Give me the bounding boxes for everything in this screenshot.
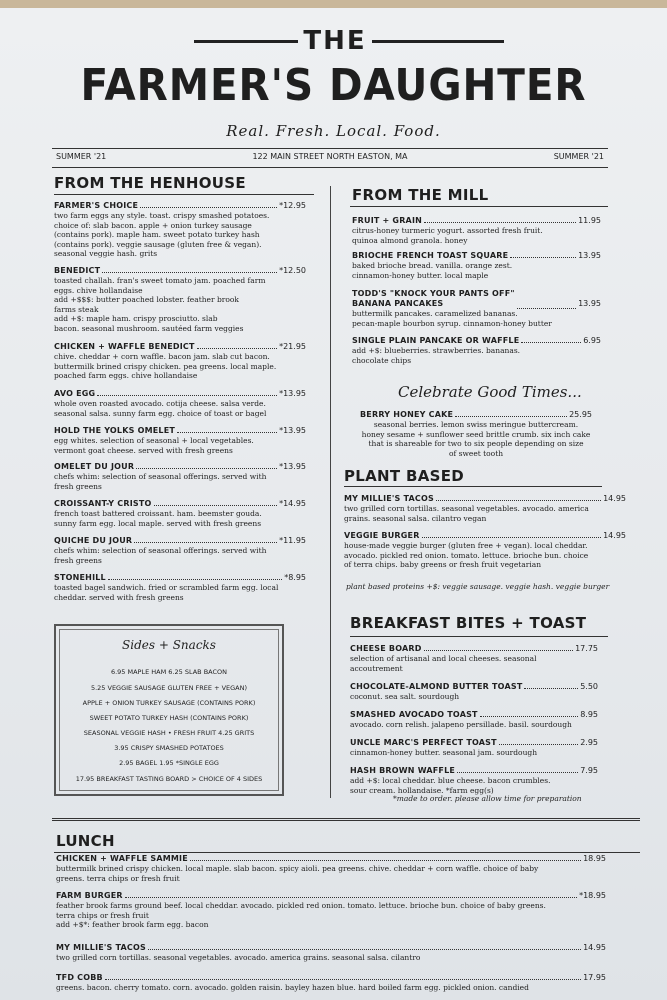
menu-item [54,266,306,333]
menu-item-name: MY MILLIE'S TACOS [56,943,146,952]
menu-item-price: 13.95 [578,299,601,308]
menu-item-price: 8.95 [580,710,598,719]
menu-item-description: greens. bacon. cherry tomato. corn. avocado. golden raisin. bayley hazen blue. hard boiled farm egg. pickled onion. candied [56,983,529,992]
menu-item-name: FARMER'S CHOICE [54,201,139,210]
menu-item-price: 14.95 [603,531,626,540]
sides-line: SEASONAL VEGGIE HASH • FRESH FRUIT 4.25 GRITS [83,729,255,737]
menu-item [360,410,592,458]
leader-dots [499,738,578,745]
menu-item-price: *21.95 [279,342,306,351]
menu-item-price: 6.95 [583,336,601,345]
menu-item-price: 14.95 [603,494,626,503]
menu-item-description: french toast battered croissant. ham. beemster gouda. sunny farm egg. local maple. served with fresh greens [54,509,262,528]
menu-item-head [350,738,598,748]
menu-item-description: two farm eggs any style. toast. crispy smashed potatoes. choice of: slab bacon. apple + onion turkey sausage (contains pork). maple ham. sweet potato turkey hash (contains pork). veggie sausage (gluten free & vegan). seasonal veggie hash. grits [54,211,270,258]
sides-line: 17.95 BREAKFAST TASTING BOARD > CHOICE OF 4 SIDES [75,775,263,783]
menu-item-head [56,854,606,864]
leader-dots [521,336,581,343]
menu-item [56,854,606,883]
leader-dots [422,531,602,538]
menu-item [56,891,606,930]
menu-item-name: MY MILLIE'S TACOS [344,494,434,503]
menu-item-head [350,644,598,654]
tagline: Real. Fresh. Local. Food. [226,122,441,140]
leader-dots [105,973,581,980]
leader-dots [108,573,282,580]
menu-item-head [56,973,606,983]
sides-inner-frame [59,629,279,791]
menu-item-name: STONEHILL [54,573,106,582]
menu-item-description: citrus-honey turmeric yogurt. assorted fresh fruit. quinoa almond granola. honey [352,226,543,245]
menu-item-head [350,766,598,776]
menu-item-name: CHOCOLATE-ALMOND BUTTER TOAST [350,682,523,691]
sides-line: 3.95 CRISPY SMASHED POTATOES [114,744,224,752]
column-divider [330,186,331,798]
menu-item-description: cinnamon-honey butter. seasonal jam. sourdough [350,748,538,757]
sides-line: 2.95 BAGEL 1.95 *SINGLE EGG [119,759,219,767]
sides-title: Sides + Snacks [122,638,216,652]
menu-item-price: 7.95 [580,766,598,775]
bites-note: *made to order. please allow time for preparation [393,794,582,803]
menu-item-head [350,682,598,692]
menu-item-description: two grilled corn tortillas. seasonal vegetables. avocado. america grains. seasonal salsa. cilantro vegan [344,504,589,523]
menu-item-price: *12.95 [279,201,306,210]
menu-item-name: BERRY HONEY CAKE [360,410,454,419]
menu-item-price: 11.95 [578,216,601,225]
menu-item-description: chive. cheddar + corn waffle. bacon jam. slab cut bacon. buttermilk brined crispy chicken. pea greens. local maple. poached farm eggs. chive hollandaise [54,352,277,380]
sides-line: SWEET POTATO TURKEY HASH (CONTAINS PORK) [89,714,249,722]
header-rule-left [194,40,298,43]
menu-item-name: AVO EGG [54,389,96,398]
sides-line: 5.25 VEGGIE SAUSAGE GLUTEN FREE + VEGAN) [90,684,248,692]
menu-item [350,710,598,730]
season-left: SUMMER '21 [56,152,107,161]
menu-item-description: buttermilk pancakes. caramelized bananas. pecan-maple bourbon syrup. cinnamon-honey butter [352,309,552,328]
menu-item-price: 18.95 [583,854,606,863]
menu-item [352,216,601,245]
header-rule-right [372,40,504,43]
lunch-rule [54,852,640,853]
sides-box [54,624,284,796]
header-the: THE [303,26,367,56]
leader-dots [154,499,278,506]
menu-item-description: baked brioche bread. vanilla. orange zest. cinnamon-honey butter. local maple [352,261,513,280]
menu-item [54,201,306,259]
menu-item-description: chefs whim: selection of seasonal offerings. served with fresh greens [54,546,267,565]
menu-item-price: 14.95 [583,943,606,952]
menu-item-head [352,336,601,346]
header-the-row [0,26,667,56]
leader-dots [97,389,277,396]
lunch-top-rule [52,818,640,821]
menu-item-head [54,499,306,509]
menu-item-head [360,410,592,420]
menu-item [344,531,626,570]
menu-item-name: OMELET DU JOUR [54,462,135,471]
leader-dots [436,494,601,501]
menu-item-price: *13.95 [279,426,306,435]
plant-title: PLANT BASED [344,467,465,485]
plant-rule [344,486,602,487]
menu-item-description: avocado. corn relish. jalapeno persillade. basil. sourdough [350,720,572,729]
menu-item-price: *12.50 [279,266,306,275]
henhouse-title: FROM THE HENHOUSE [54,174,246,192]
menu-item [54,573,306,602]
menu-item-description: chefs whim: selection of seasonal offerings. served with fresh greens [54,472,267,491]
menu-item [56,943,606,963]
menu-item-description: buttermilk brined crispy chicken. local maple. slab bacon. spicy aioli. pea greens. chive. cheddar + corn waffle. choice of baby greens. terra chips or fresh fruit [56,864,539,883]
leader-dots [424,216,576,223]
menu-item [350,682,598,702]
menu-item-price: 17.95 [583,973,606,982]
menu-item [54,389,306,418]
menu-item [54,499,306,528]
menu-item-price: *8.95 [284,573,306,582]
menu-item-name: CROISSANT-Y CRISTO [54,499,152,508]
menu-item [350,766,598,795]
leader-dots [480,710,578,717]
henhouse-rule [54,194,314,195]
menu-item-head [54,426,306,436]
menu-item-description: house-made veggie burger (gluten free + vegan). local cheddar. avocado. pickled red onion. tomato. lettuce. brioche bun. choice of terra chips. baby greens or fresh fruit vegetarian [344,541,589,569]
menu-item [350,644,598,673]
sides-line: 6.95 MAPLE HAM 6.25 SLAB BACON [110,668,228,676]
sides-line: APPLE + ONION TURKEY SAUSAGE (CONTAINS PORK) [82,699,256,707]
menu-item-head [350,710,598,720]
menu-item-name: CHICKEN + WAFFLE SAMMIE [56,854,188,863]
menu-item-name: CHICKEN + WAFFLE BENEDICT [54,342,195,351]
menu-item-head [352,216,601,226]
menu-item-description: add +$: local cheddar. blue cheese. bacon crumbles. sour cream. hollandaise. *farm egg(s) [350,776,551,795]
menu-item-head [344,531,626,541]
menu-item-head [344,494,626,504]
menu-item-head [54,573,306,583]
menu-item-description: seasonal berries. lemon swiss meringue buttercream. honey sesame + sunflower seed brittle crumb. six inch cake that is shareable for two to six people depending on size of sweet tooth [361,420,591,458]
leader-dots [190,854,581,861]
menu-item-price: *13.95 [279,389,306,398]
menu-item [352,251,601,280]
leader-dots [455,410,567,417]
menu-item-description: coconut. sea salt. sourdough [350,692,460,701]
menu-item-head [56,891,606,901]
menu-item-name: HOLD THE YOLKS OMELET [54,426,176,435]
menu-item-price: *13.95 [279,462,306,471]
leader-dots [102,266,277,273]
menu-item [352,336,601,365]
menu-item-head [54,342,306,352]
menu-item [56,973,606,993]
menu-item [54,342,306,381]
menu-item-name: VEGGIE BURGER [344,531,420,540]
menu-item-head [54,462,306,472]
lunch-title: LUNCH [56,832,115,850]
leader-dots [510,251,576,258]
menu-item-name: TODD'S "KNOCK YOUR PANTS OFF" BANANA PANCAKES [352,289,515,308]
leader-dots [177,426,277,433]
menu-item-description: egg whites. selection of seasonal + local vegetables. vermont goat cheese. served with fresh greens [54,436,254,455]
menu-item-price: 5.50 [580,682,598,691]
leader-dots [517,302,576,309]
menu-item-description: add +$: blueberries. strawberries. bananas. chocolate chips [352,346,521,365]
menu-item-price: *14.95 [279,499,306,508]
bites-title: BREAKFAST BITES + TOAST [350,614,587,632]
address: 122 MAIN STREET NORTH EASTON, MA [252,152,408,161]
restaurant-name: FARMER'S DAUGHTER [80,60,587,111]
menu-item-name: SINGLE PLAIN PANCAKE OR WAFFLE [352,336,520,345]
leader-dots [148,943,581,950]
menu-item-price: 2.95 [580,738,598,747]
menu-item-name: TFD COBB [56,973,103,982]
menu-item-price: 13.95 [578,251,601,260]
leader-dots [134,536,277,543]
menu-item-name: QUICHE DU JOUR [54,536,133,545]
menu-item-name: SMASHED AVOCADO TOAST [350,710,478,719]
leader-dots [524,682,578,689]
menu-item-name: BENEDICT [54,266,101,275]
leader-dots [197,342,277,349]
menu-item-head [54,389,306,399]
menu-item-description: selection of artisanal and local cheeses. seasonal accoutrement [350,654,537,673]
menu-item-name: FARM BURGER [56,891,123,900]
plant-note: plant based proteins +$: veggie sausage. veggie hash. veggie burger [346,582,610,591]
leader-dots [140,201,277,208]
menu-item [352,289,601,328]
menu-item-price: *11.95 [279,536,306,545]
menu-item-description: toasted challah. fran's sweet tomato jam. poached farm eggs. chive hollandaise add +$$$: butter poached lobster. feather brook farms steak add +$: maple ham. crispy prosciutto. slab bacon. seasonal mushroom. sautéed farm veggies [54,276,266,333]
menu-item-name: HASH BROWN WAFFLE [350,766,456,775]
menu-item-description: toasted bagel sandwich. fried or scrambled farm egg. local cheddar. served with fresh greens [54,583,279,602]
menu-item-name: BRIOCHE FRENCH TOAST SQUARE [352,251,509,260]
bites-rule [350,636,608,637]
menu-item-head [352,251,601,261]
menu-item-price: 17.75 [575,644,598,653]
menu-item-head [54,266,306,276]
mill-title: FROM THE MILL [352,186,489,204]
menu-item-description: whole oven roasted avocado. cotija cheese. salsa verde. seasonal salsa. sunny farm egg. choice of toast or bagel [54,399,267,418]
menu-item-description: two grilled corn tortillas. seasonal vegetables. avocado. america grains. seasonal salsa. cilantro [56,953,421,962]
menu-item-name: CHEESE BOARD [350,644,422,653]
menu-item [54,462,306,491]
celebrate-title: Celebrate Good Times... [398,383,582,401]
menu-item-price: *18.95 [579,891,606,900]
menu-item [344,494,626,523]
mill-rule [350,206,608,207]
table-edge [0,0,667,8]
menu-item-head [54,536,306,546]
season-right: SUMMER '21 [553,152,604,161]
menu-item-description: feather brook farms ground beef. local cheddar. avocado. pickled red onion. tomato. lettuce. brioche bun. choice of baby greens. terra chips or fresh fruit add +$*: feather brook farm egg. bacon [56,901,546,929]
menu-item [350,738,598,758]
menu-item-head [352,289,601,309]
menu-item [54,536,306,565]
leader-dots [457,766,578,773]
leader-dots [136,462,277,469]
menu-item-price: 25.95 [569,410,592,419]
menu-item-head [56,943,606,953]
info-bar [52,148,608,168]
leader-dots [125,891,577,898]
menu-item-name: FRUIT + GRAIN [352,216,423,225]
menu-item-name: UNCLE MARC'S PERFECT TOAST [350,738,497,747]
menu-item [54,426,306,455]
menu-item-head [54,201,306,211]
leader-dots [424,644,574,651]
